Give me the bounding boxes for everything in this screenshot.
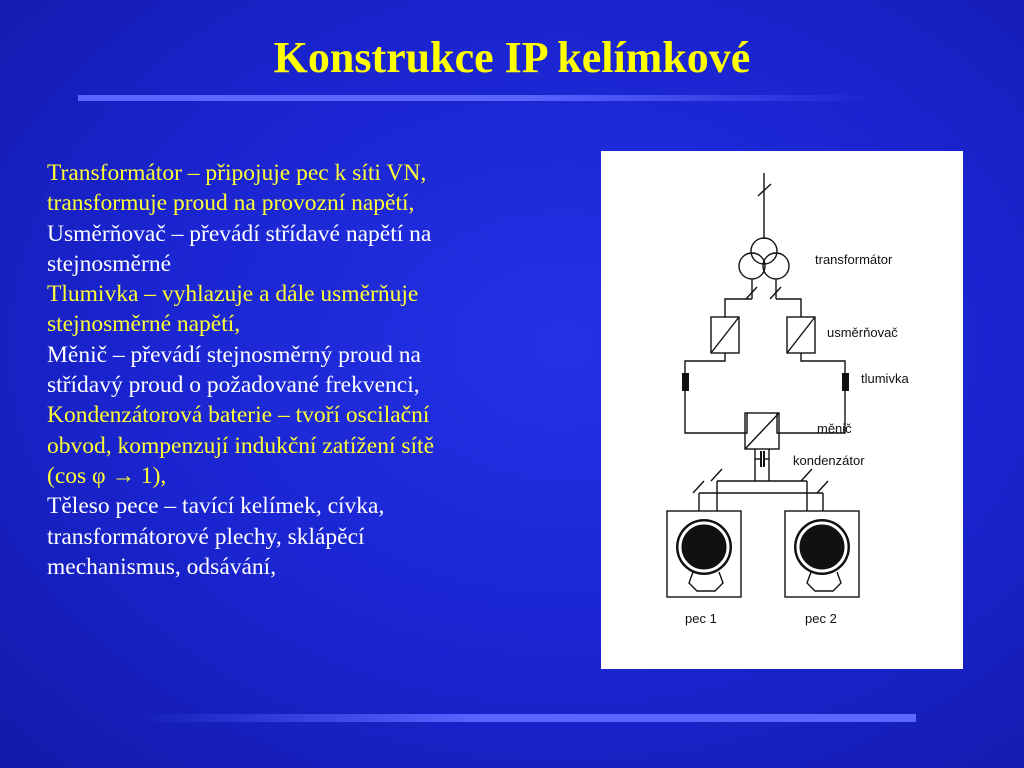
rectifier-right-diagonal	[787, 317, 815, 353]
dc-bus-left	[685, 353, 747, 433]
circuit-diagram-svg	[601, 151, 963, 669]
furnace2-crucible	[794, 519, 850, 575]
body-text-line: Usměrňovač – převádí střídavé napětí na	[47, 220, 432, 247]
feed-right-rectifier	[776, 299, 801, 317]
body-text-line: (cos φ → 1),	[47, 462, 167, 489]
label-capacitor: kondenzátor	[793, 453, 865, 468]
body-text-line: Transformátor – připojuje pec k síti VN,	[47, 160, 427, 186]
body-text-line: Měnič – převádí stejnosměrný proud na	[47, 341, 421, 368]
circuit-diagram	[601, 151, 963, 669]
body-text	[47, 158, 587, 582]
rectifier-left-diagonal	[711, 317, 739, 353]
label-choke: tlumivka	[861, 371, 909, 386]
furnace1-switch-mark-b	[693, 481, 704, 493]
label-furnace-1: pec 1	[685, 611, 717, 626]
furnace2-switch-mark-a	[801, 469, 812, 481]
label-inverter: měnič	[817, 421, 852, 436]
label-transformer: transformátor	[815, 252, 893, 267]
body-text-line: transformátorové plechy, sklápěcí	[47, 523, 365, 550]
body-text-line: obvod, kompenzují indukční zatížení sítě	[47, 432, 435, 459]
title-underline	[78, 95, 878, 101]
label-rectifier: usměrňovač	[827, 325, 898, 340]
capacitor-plate-right	[763, 451, 765, 467]
footer-rule	[140, 714, 916, 722]
body-text-line: Kondenzátorová baterie – tvoří oscilační	[47, 402, 430, 429]
choke-right	[842, 373, 849, 391]
body-text-line: Tlumivka – vyhlazuje a dále usměrňuje	[47, 281, 419, 308]
slide-title: Konstrukce IP kelímkové	[273, 33, 751, 82]
furnace1-switch-mark-a	[711, 469, 722, 481]
body-text-line: transformuje proud na provozní napětí,	[47, 190, 415, 217]
body-text-line: stejnosměrné napětí,	[47, 311, 241, 338]
choke-left	[682, 373, 689, 391]
body-text-line: stejnosměrné	[47, 250, 171, 277]
feed-left-rectifier	[725, 299, 752, 317]
capacitor-plate-left	[760, 451, 762, 467]
label-furnace-2: pec 2	[805, 611, 837, 626]
inverter-diagonal	[745, 413, 779, 449]
body-text-line: Těleso pece – tavící kelímek, cívka,	[47, 493, 385, 520]
body-text-line: mechanismus, odsávání,	[47, 553, 277, 580]
furnace2-switch-mark-b	[817, 481, 828, 493]
body-text-line: střídavý proud o požadované frekvenci,	[47, 372, 420, 399]
furnace1-crucible	[676, 519, 732, 575]
